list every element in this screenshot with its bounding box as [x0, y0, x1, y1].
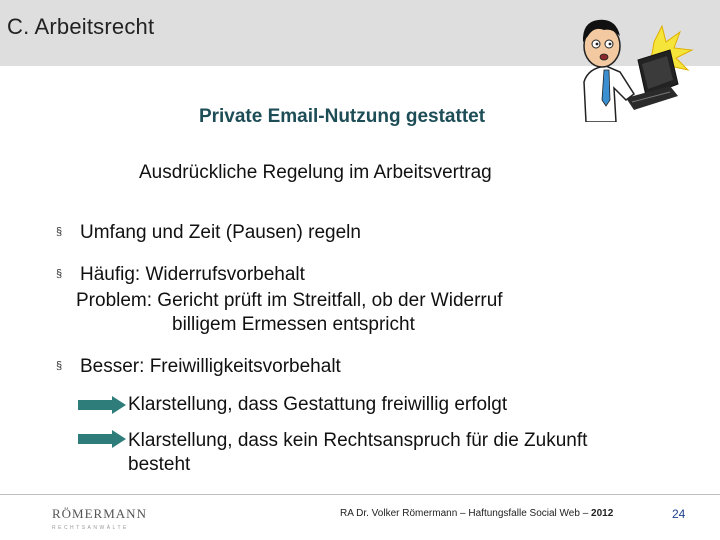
- arrow-item-no-claim-cont: besteht: [128, 454, 191, 475]
- bullet-text-voluntary: Besser: Freiwilligkeitsvorbehalt: [80, 356, 341, 377]
- footer-year: 2012: [591, 508, 614, 519]
- problem-line: Problem: Gericht prüft im Streitfall, ob der Widerruf: [76, 290, 503, 311]
- subtitle: Private Email-Nutzung gestattet: [198, 106, 486, 127]
- arrow-item-no-claim: Klarstellung, dass kein Rechtsanspruch für die Zukunft: [128, 430, 588, 451]
- bullet-icon: §: [56, 268, 63, 280]
- footer-divider: [0, 494, 720, 495]
- bullet-icon: §: [56, 360, 63, 372]
- bullet-icon: §: [56, 226, 63, 238]
- arrow-item-voluntary: Klarstellung, dass Gestattung freiwillig erfolgt: [128, 394, 508, 415]
- arrow-right-icon: [78, 430, 126, 448]
- logo-name: RÖMERMANN: [52, 506, 147, 521]
- roemermann-logo: [52, 506, 147, 531]
- bullet-text-scope: Umfang und Zeit (Pausen) regeln: [80, 222, 361, 243]
- slide-title: C. Arbeitsrecht: [7, 14, 155, 39]
- page-number: 24: [672, 507, 686, 521]
- footer-credit: [340, 508, 613, 519]
- bullet-text-revocation: Häufig: Widerrufsvorbehalt: [80, 264, 305, 285]
- problem-line-cont: billigem Ermessen entspricht: [172, 314, 415, 335]
- arrow-right-icon: [78, 396, 126, 414]
- logo-subtitle: RECHTSANWÄLTE: [52, 525, 129, 531]
- footer-credit-text: RA Dr. Volker Römermann – Haftungsfalle Social Web –: [340, 508, 592, 519]
- regulation-text: Ausdrückliche Regelung im Arbeitsvertrag: [139, 162, 492, 183]
